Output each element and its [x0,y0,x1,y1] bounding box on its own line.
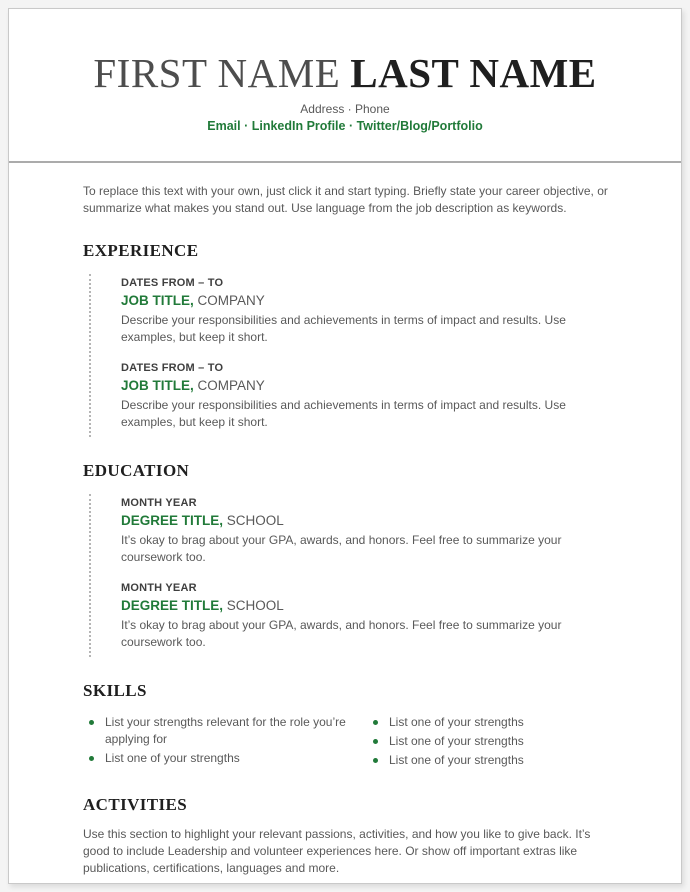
contact-address-phone[interactable]: Address · Phone [300,102,390,116]
education-description[interactable]: It’s okay to brag about your GPA, awards, and honors. Feel free to summarize your coursework too. [121,618,562,649]
education-entries [89,494,613,657]
month-year-label[interactable]: MONTH YEAR [121,582,197,594]
skills-columns [83,714,613,771]
education-heading[interactable]: EDUCATION [83,461,190,480]
last-name[interactable]: LAST NAME [350,50,597,96]
month-year-label[interactable]: MONTH YEAR [121,497,197,509]
bullet-icon [89,720,94,725]
school-name[interactable]: SCHOOL [223,598,284,613]
experience-description[interactable]: Describe your responsibilities and achievements in terms of impact and results. Use examples, but keep it short. [121,398,566,429]
degree-title[interactable]: DEGREE TITLE, [121,598,224,613]
skill-item[interactable] [89,714,373,748]
contact-links[interactable]: Email · LinkedIn Profile · Twitter/Blog/Portfolio [207,119,483,133]
section-activities [83,795,613,877]
resume-body [9,163,681,877]
name-heading[interactable] [9,51,681,95]
degree-title[interactable]: DEGREE TITLE, [121,513,224,528]
bullet-icon [89,756,94,761]
skills-list-right [373,714,613,771]
company-name[interactable]: COMPANY [193,293,265,308]
resume-header [9,9,681,134]
bullet-icon [373,720,378,725]
activities-description[interactable]: Use this section to highlight your relevant passions, activities, and how you like to give back. It’s good to include Leadership and volunteer experiences here. Or show off important extras like publications, certifications, languages and more. [83,827,591,875]
skill-item[interactable] [373,733,613,750]
bullet-icon [373,739,378,744]
skills-heading[interactable]: SKILLS [83,681,147,700]
skill-text[interactable]: List one of your strengths [105,751,240,765]
first-name[interactable]: FIRST NAME [93,50,341,96]
experience-description[interactable]: Describe your responsibilities and achievements in terms of impact and results. Use examples, but keep it short. [121,313,566,344]
skill-text[interactable]: List your strengths relevant for the role you’re applying for [105,715,346,746]
experience-entry[interactable] [121,361,613,431]
job-title[interactable]: JOB TITLE, [121,378,194,393]
job-title[interactable]: JOB TITLE, [121,293,194,308]
skills-list-left [89,714,373,771]
company-name[interactable]: COMPANY [193,378,265,393]
bullet-icon [373,758,378,763]
experience-entries [89,274,613,437]
job-title-line[interactable] [121,377,613,394]
section-skills [83,681,613,771]
job-title-line[interactable] [121,292,613,309]
degree-title-line[interactable] [121,512,613,529]
education-entry[interactable] [121,496,613,566]
skill-text[interactable]: List one of your strengths [389,734,524,748]
resume-page [8,8,682,884]
section-experience [83,241,613,437]
school-name[interactable]: SCHOOL [223,513,284,528]
skill-item[interactable] [373,714,613,731]
degree-title-line[interactable] [121,597,613,614]
dates-label[interactable]: DATES FROM – TO [121,277,224,289]
dates-label[interactable]: DATES FROM – TO [121,362,224,374]
skill-item[interactable] [89,750,373,767]
experience-heading[interactable]: EXPERIENCE [83,241,199,260]
education-description[interactable]: It’s okay to brag about your GPA, awards, and honors. Feel free to summarize your coursework too. [121,533,562,564]
activities-heading[interactable]: ACTIVITIES [83,795,188,814]
education-entry[interactable] [121,581,613,651]
experience-entry[interactable] [121,276,613,346]
summary-text[interactable]: To replace this text with your own, just click it and start typing. Briefly state your career objective, or summarize what makes you stand out. Use language from the job description as keywords. [83,184,608,215]
skill-text[interactable]: List one of your strengths [389,715,524,729]
section-education [83,461,613,657]
skill-text[interactable]: List one of your strengths [389,753,524,767]
skill-item[interactable] [373,752,613,769]
